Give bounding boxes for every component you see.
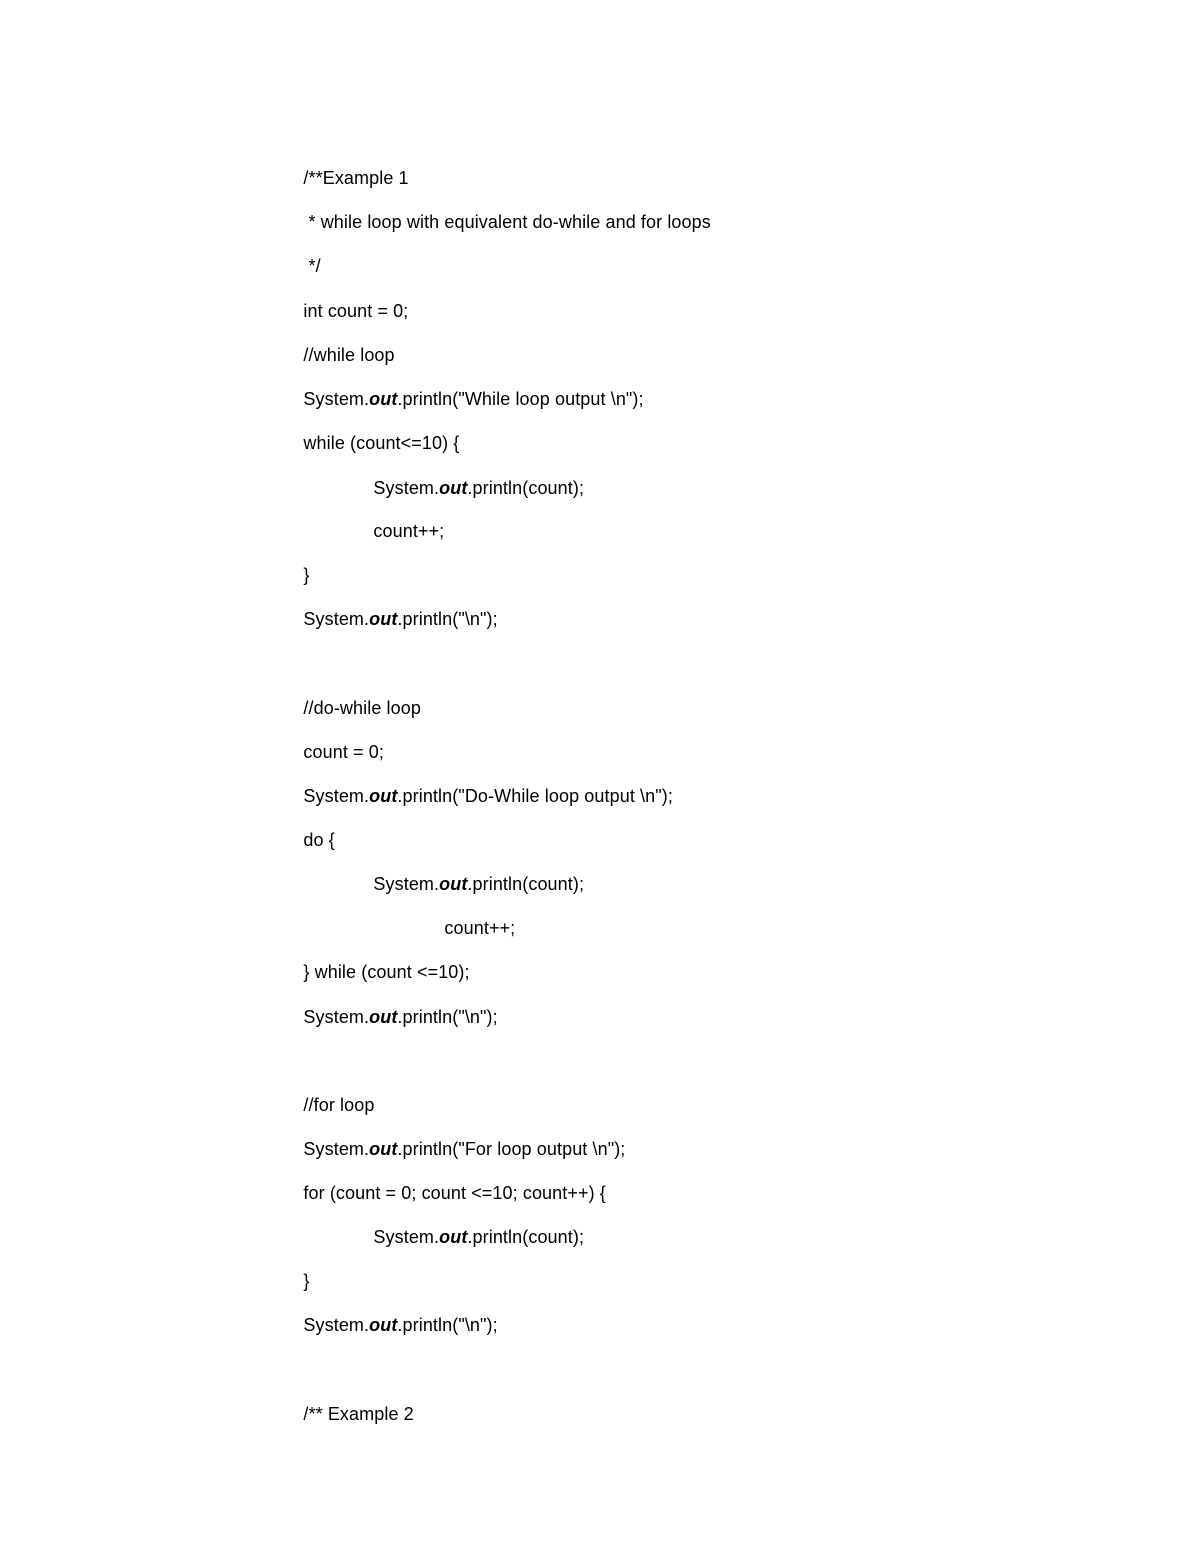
code-text: do {: [303, 830, 335, 850]
code-line-for-println-count: [353, 1204, 584, 1270]
code-text: System.: [303, 609, 370, 629]
code-field-out: out: [439, 478, 468, 498]
code-text: while (count<=10) {: [303, 433, 460, 453]
code-line-println-do-while-output: [283, 763, 673, 829]
code-field-out: out: [369, 1007, 398, 1027]
code-line-println-newline: [283, 586, 498, 652]
code-line-println-newline: [283, 984, 498, 1050]
code-line-while-increment: [353, 498, 444, 564]
code-text: .println("\n");: [397, 1007, 498, 1027]
code-text: }: [303, 565, 310, 585]
code-text: count++;: [373, 521, 445, 541]
code-text: .println("\n");: [397, 1315, 498, 1335]
code-line-println-newline: [283, 1292, 498, 1358]
code-text: System.: [303, 1007, 370, 1027]
code-text: }: [303, 1271, 310, 1291]
code-text: .println("While loop output \n");: [397, 389, 644, 409]
code-text: .println(count);: [467, 478, 585, 498]
code-text: //do-while loop: [303, 698, 421, 718]
code-text: count++;: [444, 918, 516, 938]
code-field-out: out: [369, 389, 398, 409]
code-text: System.: [303, 389, 370, 409]
code-text: */: [303, 256, 321, 276]
code-text: /**Example 1: [303, 168, 409, 188]
code-field-out: out: [369, 1139, 398, 1159]
code-text: System.: [303, 1139, 370, 1159]
code-text: //for loop: [303, 1095, 375, 1115]
code-line-comment-example-2: [283, 1381, 414, 1447]
code-field-out: out: [369, 609, 398, 629]
code-text: } while (count <=10);: [303, 962, 470, 982]
code-field-out: out: [439, 1227, 468, 1247]
code-text: * while loop with equivalent do-while and for loops: [303, 212, 711, 232]
code-text: System.: [373, 874, 440, 894]
code-text: .println("Do-While loop output \n");: [397, 786, 673, 806]
code-text: .println(count);: [467, 874, 585, 894]
code-line-do-open: [283, 807, 335, 873]
code-text: for (count = 0; count <=10; count++) {: [303, 1183, 606, 1203]
code-field-out: out: [439, 874, 468, 894]
code-text: .println("\n");: [397, 609, 498, 629]
code-text: /** Example 2: [303, 1404, 414, 1424]
code-text: System.: [303, 786, 370, 806]
code-line-comment-description: [283, 189, 711, 255]
code-text: .println(count);: [467, 1227, 585, 1247]
code-text: int count = 0;: [303, 301, 409, 321]
code-field-out: out: [369, 1315, 398, 1335]
code-text: //while loop: [303, 345, 395, 365]
code-text: System.: [303, 1315, 370, 1335]
code-field-out: out: [369, 786, 398, 806]
code-text: .println("For loop output \n");: [397, 1139, 626, 1159]
code-text: System.: [373, 1227, 440, 1247]
code-text: count = 0;: [303, 742, 384, 762]
code-text: System.: [373, 478, 440, 498]
